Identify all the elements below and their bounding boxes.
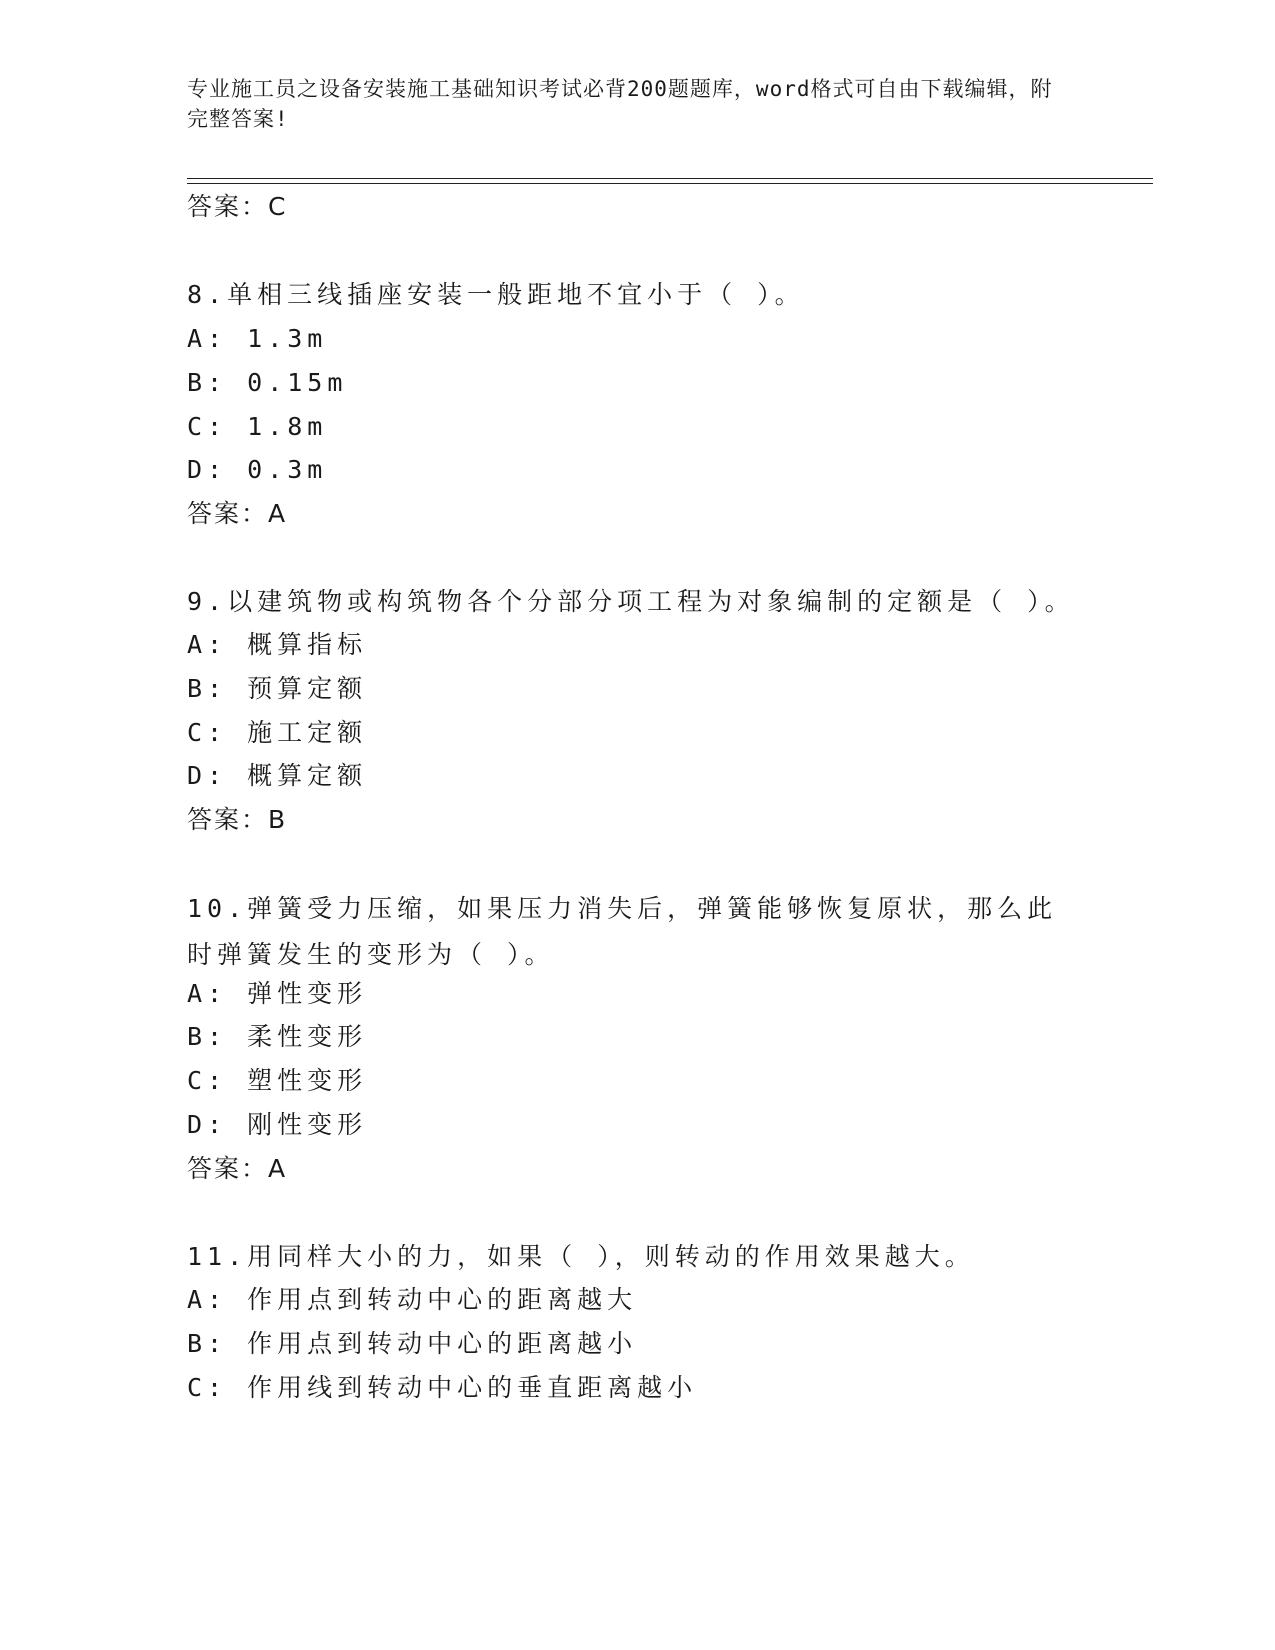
option-b: B: 0.15m xyxy=(187,368,348,397)
option-c: C: 作用线到转动中心的垂直距离越小 xyxy=(187,1373,698,1402)
document-header: 专业施工员之设备安装施工基础知识考试必背200题题库，word格式可自由下载编辑，附完整答案! xyxy=(187,77,1053,131)
answer: 答案：A xyxy=(187,1154,288,1183)
header-rule-bottom xyxy=(187,183,1153,184)
question-stem: 8.单相三线插座安装一般距地不宜小于（ ）。 xyxy=(187,280,805,309)
option-d: D: 概算定额 xyxy=(187,761,368,790)
question-stem: 11.用同样大小的力，如果（ ），则转动的作用效果越大。 xyxy=(187,1242,975,1271)
option-c: C: 塑性变形 xyxy=(187,1066,368,1095)
header-rule-top xyxy=(187,178,1153,179)
option-b: B: 预算定额 xyxy=(187,674,368,703)
question-stem: 10.弹簧受力压缩，如果压力消失后，弹簧能够恢复原状，那么此时弹簧发生的变形为（ ）。 xyxy=(187,894,1058,969)
option-d: D: 刚性变形 xyxy=(187,1110,368,1139)
option-a: A: 作用点到转动中心的距离越大 xyxy=(187,1285,638,1314)
answer: 答案：A xyxy=(187,499,288,528)
option-c: C: 1.8m xyxy=(187,412,328,441)
answer: 答案：B xyxy=(187,805,288,834)
option-a: A: 弹性变形 xyxy=(187,979,368,1008)
option-d: D: 0.3m xyxy=(187,455,328,484)
previous-answer: 答案：C xyxy=(187,192,288,221)
option-a: A: 1.3m xyxy=(187,324,328,353)
option-a: A: 概算指标 xyxy=(187,630,368,659)
question-stem: 9.以建筑物或构筑物各个分部分项工程为对象编制的定额是（ ）。 xyxy=(187,587,1075,616)
option-b: B: 作用点到转动中心的距离越小 xyxy=(187,1329,638,1358)
option-b: B: 柔性变形 xyxy=(187,1022,368,1051)
option-c: C: 施工定额 xyxy=(187,718,368,747)
